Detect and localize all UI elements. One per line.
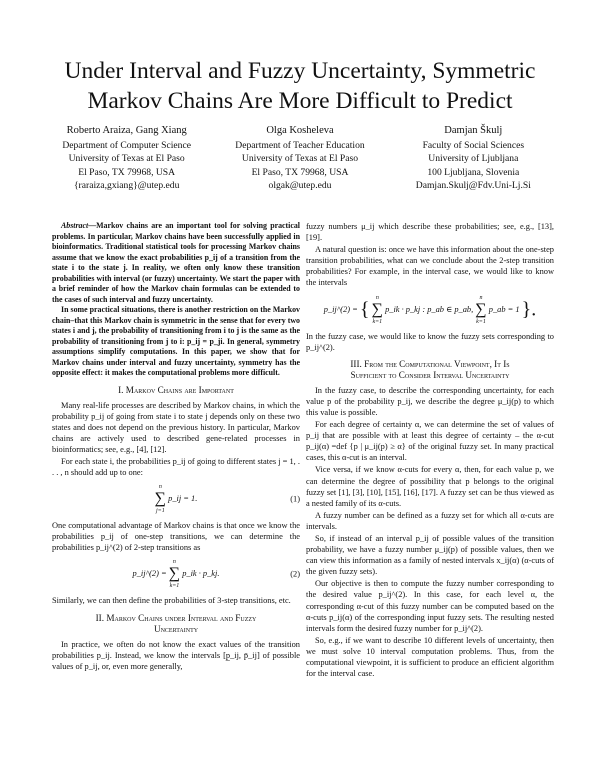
author-univ: University of Texas at El Paso xyxy=(241,153,359,165)
equation-body: p_ij = 1. xyxy=(168,494,198,504)
equation-end: p_ab = 1 xyxy=(488,304,520,314)
abstract xyxy=(52,221,300,379)
section-heading-2: II. Markov Chains under Interval and Fuzzy Uncertainty xyxy=(95,612,257,634)
paragraph: A fuzzy number can be defined as a fuzzy set for which all α-cuts are intervals. xyxy=(306,510,554,531)
paragraph: Many real-life processes are described by Markov chains, in which the probability p_ij of going from state i to state j depends only on these two states and does not depend on the previous history. In particular, Markov chains are actively used to described gene-related processes in bioinformatics; see, e.g., [4], [12]. xyxy=(52,400,300,454)
equation-lhs: p_ij^(2) = xyxy=(132,569,167,579)
title-line-1: Under Interval and Fuzzy Uncertainty, Symmetric xyxy=(64,58,536,84)
paragraph: In practice, we often do not know the exact values of the transition probabilities p_ij. Instead, we know the intervals [p̲_ij, p̄_ij] of possible values of p_ij, or, even more generally, xyxy=(52,639,300,671)
abstract-p2: In some practical situations, there is another restriction on the Markov chain–that this Markov chain is symmetric in the sense that for every two states i and j, the probability of transitioning from i to j is the same as the probability of transitioning from j to i: p_ij = p_ji. In general, symmetry assumptions simplify computations. In this paper, we show that for Markov chains under interval and fuzzy uncertainty, symmetry has the opposite effect: it makes the computational problems more difficult. xyxy=(52,305,300,377)
author-email: {raraiza,gxiang}@utep.edu xyxy=(73,179,180,191)
paper-title xyxy=(0,56,600,116)
left-column xyxy=(52,221,300,673)
author-email: Damjan.Skulj@Fdv.Uni-Lj.Si xyxy=(415,179,531,191)
paragraph: For each degree of certainty α, we can determine the set of values of p_ij that are possible with at least this degree of certainty – the α-cut p_ij(α) =def {p | μ_ij(p) ≥ α} of the original fuzzy set. In many practical cases, this α-cut is an interval. xyxy=(306,420,554,463)
equation-number: (2) xyxy=(290,569,300,579)
paragraph: In the fuzzy case, to describe the corresponding uncertainty, for each value p of the probability p_ij, we describe the degree μ_ij(p) to which this value is possible. xyxy=(306,385,554,417)
paragraph: A natural question is: once we have this information about the one-step transition probabilities, what can we conclude about the 2-step transition probabilities? For example, in the interval case, we would like to know the intervals xyxy=(306,245,554,288)
summation-symbol: n ∑ k=1 xyxy=(371,294,384,325)
equation-3: p_ij^(2) = { n ∑ k=1 p_ik · p_kj : p_ab ∈ p_ab, n ∑ k=1 p_ab = 1 }. xyxy=(323,294,537,325)
author-addr: El Paso, TX 79968, USA xyxy=(78,166,176,178)
summation-symbol: n ∑ j=1 xyxy=(154,484,167,515)
abstract-p1: Abstract—Markov chains are an important tool for solving practical problems. In particular, Markov chains have been successfully applied in bioinformatics. Traditional statistical tools for processing Markov chains assume that we know the exact probabilities p_ij of a transition from the state i to the state j. In reality, we often only know these transition probabilities with interval (or fuzzy) uncertainty. We start the paper with a brief reminder of how the Markov chain formulas can be extended to the cases of such interval and fuzzy uncertainty. xyxy=(52,221,300,304)
right-column xyxy=(306,221,554,680)
paragraph: fuzzy numbers μ_ij which describe these probabilities; see, e.g., [13], [19]. xyxy=(306,222,554,243)
paragraph: Vice versa, if we know α-cuts for every α, then, for each value p, we can determine the degree of possibility that p belongs to the original fuzzy set [1], [3], [10], [15], [16], [17]. A fuzzy set can be thus viewed as a nested family of its α-cuts. xyxy=(306,465,554,508)
author-dept: Faculty of Social Sciences xyxy=(422,140,525,152)
paragraph: So, e.g., if we want to describe 10 different levels of uncertainty, then we must solve 10 interval computation problems. Thus, from the computational viewpoint, it is sufficient to produce an efficient algorithm for the interval case. xyxy=(306,635,554,679)
author-email: olgak@utep.edu xyxy=(268,179,332,191)
author-3 xyxy=(387,124,560,192)
title-line-2: Markov Chains Are More Difficult to Predict xyxy=(87,88,513,114)
abstract-label: Abstract xyxy=(61,221,89,230)
equation-2 xyxy=(52,558,300,590)
section-heading-3: III. From the Computational Viewpoint, It Is Sufficient to Consider Interval Uncertainty xyxy=(350,358,510,380)
author-name: Olga Kosheleva xyxy=(266,125,334,136)
paragraph: Similarly, we can then define the probabilities of 3-step transitions, etc. xyxy=(52,596,291,606)
summation-symbol: n ∑ k=1 xyxy=(475,294,487,325)
paragraph: Our objective is then to compute the fuzzy number corresponding to the desired value p_ij^(2). In this case, for each level α, the corresponding α-cut of this fuzzy number can be computed based on the α-cuts p_ij(α) of the corresponding input fuzzy sets. The resulting nested intervals form the desired fuzzy number for p_ij^(2). xyxy=(306,579,554,633)
author-addr: El Paso, TX 79968, USA xyxy=(251,166,349,178)
author-univ: University of Ljubljana xyxy=(428,153,519,165)
author-dept: Department of Computer Science xyxy=(62,140,191,152)
author-dept: Department of Teacher Education xyxy=(235,140,365,152)
equation-1 xyxy=(52,483,300,515)
author-2 xyxy=(213,124,386,192)
paragraph: One computational advantage of Markov chains is that once we know the probabilities p_ij of one-step transitions, we can determine the probabilities p_ij^(2) of 2-step transitions as xyxy=(52,521,300,553)
equation-rhs: p_ik · p_kj. xyxy=(182,569,220,579)
equation-mid: p_ik · p_kj : p_ab ∈ p_ab, xyxy=(385,304,474,314)
author-name: Damjan Škulj xyxy=(444,125,503,136)
author-univ: University of Texas at El Paso xyxy=(68,153,185,165)
author-block xyxy=(40,124,560,192)
author-addr: 100 Ljubljana, Slovenia xyxy=(427,166,520,178)
equation-lhs: p_ij^(2) = xyxy=(323,304,358,314)
paragraph: For each state i, the probabilities p_ij of going to different states j = 1, . . . , n should add up to one: xyxy=(52,456,300,478)
author-name: Roberto Araiza, Gang Xiang xyxy=(66,125,187,136)
section-heading-1: I. Markov Chains are Important xyxy=(118,384,234,395)
summation-symbol: n ∑ k=1 xyxy=(168,559,181,590)
paragraph: In the fuzzy case, we would like to know the fuzzy sets corresponding to p_ij^(2). xyxy=(306,331,554,352)
paragraph: So, if instead of an interval p_ij of possible values of the transition probability, we have a fuzzy number μ_ij(p) of possible values, then we can view this information as a family of nested intervals x_ij(α) (α-cuts of the given fuzzy sets). xyxy=(306,533,554,577)
equation-number: (1) xyxy=(290,494,300,504)
author-1 xyxy=(40,124,213,192)
